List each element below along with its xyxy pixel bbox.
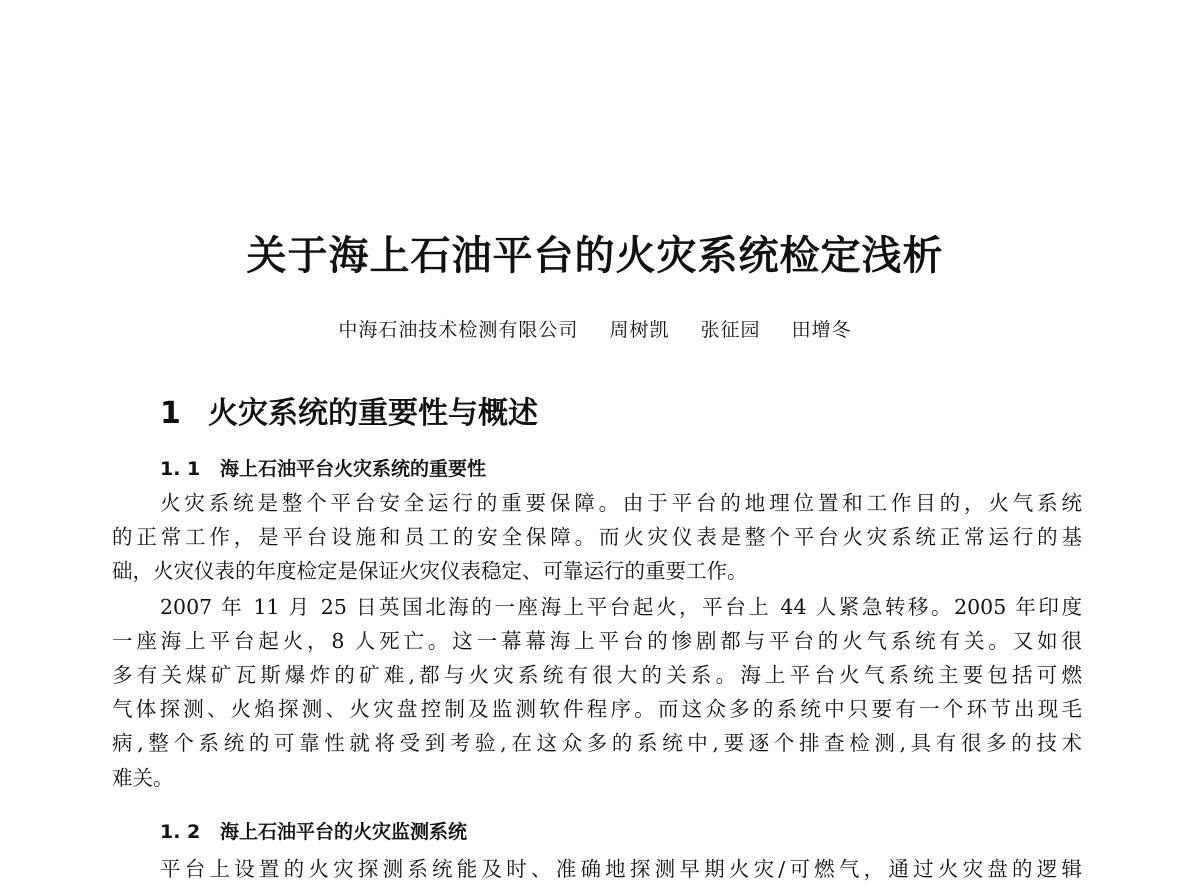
subsection-heading xyxy=(160,818,467,846)
paper-title: 关于海上石油平台的火灾系统检定浅析 xyxy=(246,233,944,279)
subsection-title: 海上石油平台的火灾监测系统 xyxy=(220,821,468,843)
affiliation: 中海石油技术检测有限公司 xyxy=(338,319,579,341)
section-number: 1 xyxy=(160,396,181,431)
author-name: 周树凯 xyxy=(609,319,670,341)
paragraph-line: 础，火灾仪表的年度检定是保证火灾仪表稳定、可靠运行的重要工作。 xyxy=(112,559,748,583)
author-name: 田增冬 xyxy=(791,319,852,341)
author-name: 张征园 xyxy=(700,319,761,341)
paragraph-line: 一座海上平台起火，8 人死亡。这一幕幕海上平台的惨剧都与平台的火气系统有关。又如很 xyxy=(112,629,1082,653)
subsection-number: 1. 2 xyxy=(160,821,201,843)
paragraph-line: 难关。 xyxy=(112,766,174,790)
paragraph-line: 火灾系统是整个平台安全运行的重要保障。由于平台的地理位置和工作目的，火气系统 xyxy=(160,491,1082,515)
paragraph-line: 气体探测、火焰探测、火灾盘控制及监测软件程序。而这众多的系统中只要有一个环节出现毛 xyxy=(112,697,1082,721)
paragraph-line: 多有关煤矿瓦斯爆炸的矿难,都与火灾系统有很大的关系。海上平台火气系统主要包括可燃 xyxy=(112,663,1082,687)
subsection-title: 海上石油平台火灾系统的重要性 xyxy=(220,458,487,480)
subsection-number: 1. 1 xyxy=(160,458,201,480)
paragraph-line: 病,整个系统的可靠性就将受到考验,在这众多的系统中,要逐个排查检测,具有很多的技术 xyxy=(112,731,1082,755)
paragraph-line: 的正常工作，是平台设施和员工的安全保障。而火灾仪表是整个平台火灾系统正常运行的基 xyxy=(112,525,1082,549)
paragraph-line: 平台上设置的火灾探测系统能及时、准确地探测早期火灾/可燃气，通过火灾盘的逻辑 xyxy=(160,857,1082,881)
subsection-heading xyxy=(160,455,486,483)
author-line xyxy=(0,316,1190,344)
section-title: 火灾系统的重要性与概述 xyxy=(208,396,538,431)
paragraph-line: 2007 年 11 月 25 日英国北海的一座海上平台起火，平台上 44 人紧急转移。2005 年印度 xyxy=(160,595,1082,619)
section-heading xyxy=(160,394,538,434)
